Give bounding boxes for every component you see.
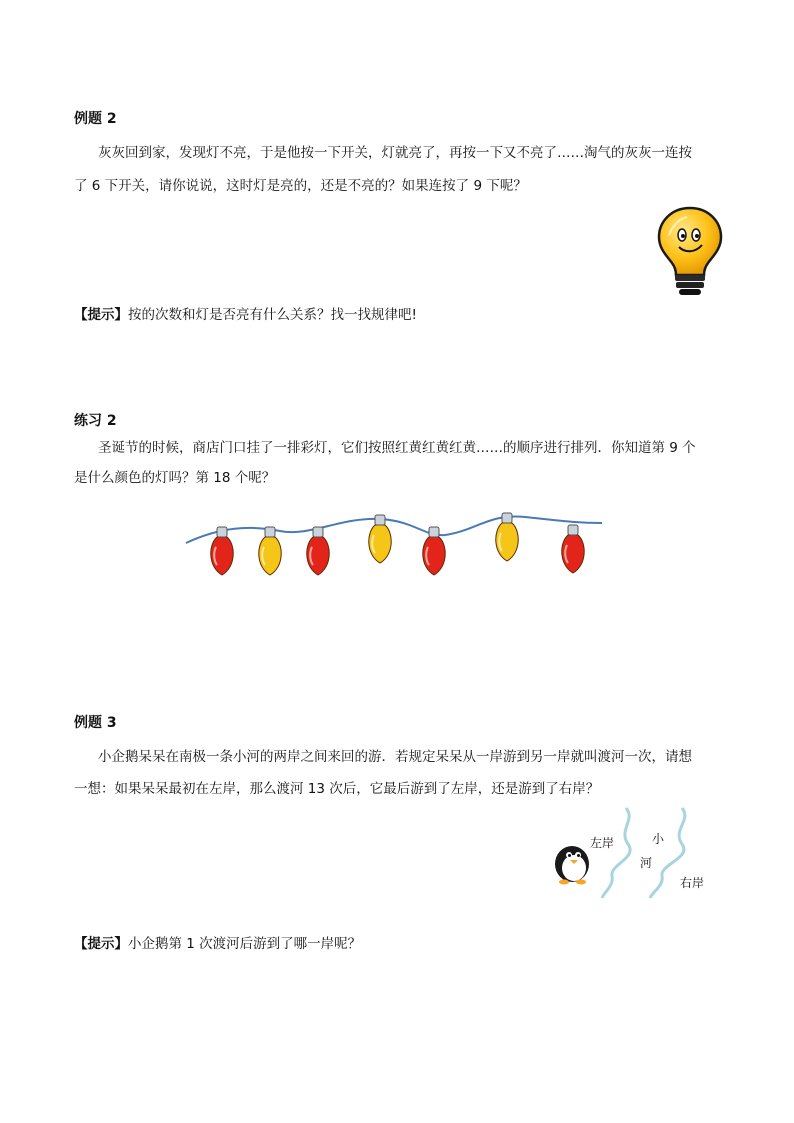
left-bank-label: 左岸 — [590, 836, 615, 850]
string-lights-illustration — [180, 505, 610, 585]
hint-text: 按的次数和灯是否亮有什么关系？找一找规律吧! — [128, 307, 417, 323]
light-wire — [186, 516, 602, 543]
light-bulb-yellow-icon — [369, 515, 391, 563]
hint-label: 【提示】 — [74, 936, 128, 952]
lightbulb-icon — [655, 205, 725, 297]
river-illustration — [548, 806, 728, 901]
right-bank-label: 右岸 — [680, 876, 705, 890]
river-left-bank-line — [602, 808, 630, 898]
example2-heading: 例题 2 — [74, 111, 117, 127]
light-bulb-yellow-icon — [496, 513, 518, 561]
practice2-heading: 练习 2 — [74, 413, 117, 429]
hint-label: 【提示】 — [74, 307, 128, 323]
example2-line1: 灰灰回到家，发现灯不亮，于是他按一下开关，灯就亮了，再按一下又不亮了……淘气的灰灰一连按 — [98, 145, 692, 161]
example2-line2: 了 6 下开关，请你说说，这时灯是亮的，还是不亮的？如果连按了 9 下呢？ — [74, 178, 527, 194]
example3-line2: 一想：如果呆呆最初在左岸，那么渡河 13 次后，它最后游到了左岸，还是游到了右岸？ — [74, 781, 600, 797]
river-char-river: 河 — [640, 856, 653, 870]
light-bulb-red-icon — [211, 527, 233, 575]
hint-text: 小企鹅第 1 次渡河后游到了哪一岸呢？ — [128, 936, 362, 952]
example3-line1: 小企鹅呆呆在南极一条小河的两岸之间来回的游．若规定呆呆从一岸游到另一岸就叫渡河一次，请想 — [98, 749, 692, 765]
light-bulb-red-icon — [307, 527, 329, 575]
example3-heading: 例题 3 — [74, 715, 117, 731]
penguin-icon — [555, 846, 589, 885]
example2-hint — [74, 303, 417, 323]
river-char-small: 小 — [652, 832, 665, 846]
example3-hint — [74, 932, 361, 952]
light-bulb-red-icon — [562, 525, 584, 573]
light-bulb-yellow-icon — [259, 527, 281, 575]
practice2-line1: 圣诞节的时候，商店门口挂了一排彩灯，它们按照红黄红黄红黄……的顺序进行排列．你知道第 9 个 — [98, 440, 696, 456]
practice2-line2: 是什么颜色的灯吗？第 18 个呢？ — [74, 470, 276, 486]
